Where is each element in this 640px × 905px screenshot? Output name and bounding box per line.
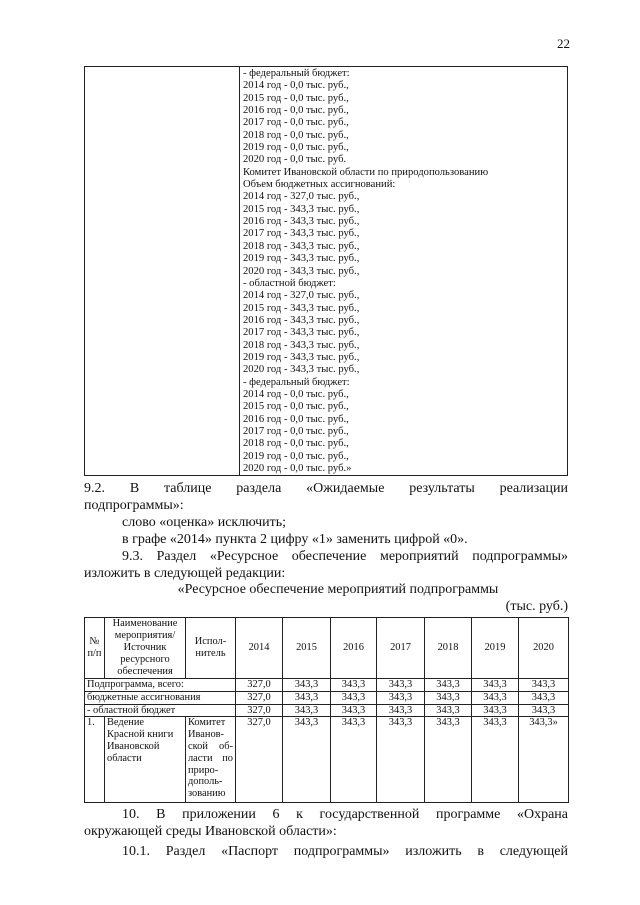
budget-line: 2019 год - 0,0 тыс. руб., [243,142,349,154]
summary-value: 327,0 [236,679,283,692]
budget-line: 2014 год - 327,0 тыс. руб., [243,290,360,302]
header-year: 2018 [425,618,472,679]
budget-line: 2015 год - 343,3 тыс. руб., [243,302,360,314]
budget-line: Объем бюджетных ассигнований: [243,179,396,191]
budget-line: 2014 год - 0,0 тыс. руб., [243,388,349,400]
resource-table-unit: (тыс. руб.) [505,599,568,614]
budget-line: 2018 год - 343,3 тыс. руб., [243,240,360,252]
page-number: 22 [557,36,570,51]
budget-continuation-table [84,66,568,476]
budget-line: 2015 год - 0,0 тыс. руб., [243,401,349,413]
budget-line: 2020 год - 0,0 тыс. руб.» [243,463,352,474]
table-row-summary [85,691,569,704]
table-right-column [243,68,563,475]
budget-line: 2018 год - 0,0 тыс. руб., [243,438,349,450]
budget-line: 2016 год - 0,0 тыс. руб., [243,413,349,425]
budget-line: 2015 год - 343,3 тыс. руб., [243,203,360,215]
summary-value: 343,3 [519,691,569,704]
budget-line: - областной бюджет: [243,277,336,289]
header-year: 2020 [519,618,569,679]
table-row-summary [85,704,569,717]
budget-line: - федеральный бюджет: [243,376,350,388]
budget-line: 2017 год - 0,0 тыс. руб., [243,117,349,129]
budget-line: 2020 год - 343,3 тыс. руб., [243,364,360,376]
item-value: 343,3 [472,717,519,803]
item-value: 343,3 [331,717,377,803]
summary-value: 343,3 [472,691,519,704]
summary-value: 343,3 [331,679,377,692]
summary-value: 343,3 [425,679,472,692]
paragraph-9-2-line2: подпрограммы»: [84,498,184,513]
header-year: 2016 [331,618,377,679]
summary-value: 327,0 [236,691,283,704]
budget-line: 2019 год - 0,0 тыс. руб., [243,450,349,462]
item-num: 1. [85,717,105,803]
summary-value: 343,3 [472,679,519,692]
summary-value: 343,3 [283,679,331,692]
budget-line: 2020 год - 343,3 тыс. руб., [243,265,360,277]
summary-value: 343,3 [283,691,331,704]
item-value: 343,3 [377,717,425,803]
paragraph-grafa-2014: в графе «2014» пункта 2 цифру «1» заменить цифрой «0». [122,532,468,547]
paragraph-9-2-line1: 9.2. В таблице раздела «Ожидаемые результаты реализации [84,481,568,496]
header-year: 2015 [283,618,331,679]
header-name: Наименование мероприятия/ Источник ресурсного обеспечения [105,618,186,679]
budget-line: 2017 год - 343,3 тыс. руб., [243,228,360,240]
table-header-row [85,618,569,679]
summary-label: бюджетные ассигнования [85,691,236,704]
budget-line: 2016 год - 0,0 тыс. руб., [243,105,349,117]
summary-value: 343,3 [519,704,569,717]
table-row-item-1 [85,717,569,803]
header-year: 2014 [236,618,283,679]
table-left-column [85,67,240,475]
summary-value: 343,3 [472,704,519,717]
resource-table-title: «Ресурсное обеспечение мероприятий подпрограммы [177,582,499,597]
budget-line: 2018 год - 0,0 тыс. руб., [243,129,349,141]
summary-value: 343,3 [425,704,472,717]
budget-line: 2016 год - 343,3 тыс. руб., [243,216,360,228]
budget-line: 2020 год - 0,0 тыс. руб. [243,154,347,166]
summary-value: 327,0 [236,704,283,717]
item-value: 343,3 [283,717,331,803]
budget-line: 2016 год - 343,3 тыс. руб., [243,314,360,326]
header-num: № п/п [85,618,105,679]
item-value: 327,0 [236,717,283,803]
paragraph-10-line2: окружающей среды Ивановской области»: [84,824,337,839]
paragraph-9-3-line2: изложить в следующей редакции: [84,566,286,581]
resource-table [84,617,569,803]
header-year: 2019 [472,618,519,679]
budget-line: 2017 год - 343,3 тыс. руб., [243,327,360,339]
header-year: 2017 [377,618,425,679]
header-executor: Испол-нитель [186,618,236,679]
budget-line: 2017 год - 0,0 тыс. руб., [243,425,349,437]
summary-value: 343,3 [425,691,472,704]
summary-label: Подпрограмма, всего: [85,679,236,692]
summary-label: - областной бюджет [85,704,236,717]
budget-line: 2014 год - 0,0 тыс. руб., [243,80,349,92]
summary-value: 343,3 [519,679,569,692]
table-row-summary [85,679,569,692]
paragraph-10-line1: 10. В приложении 6 к государственной программе «Охрана [122,807,568,822]
budget-line: 2015 год - 0,0 тыс. руб., [243,92,349,104]
budget-line: 2014 год - 327,0 тыс. руб., [243,191,360,203]
summary-value: 343,3 [377,691,425,704]
paragraph-ocenka: слово «оценка» исключить; [122,515,287,530]
budget-line: 2018 год - 343,3 тыс. руб., [243,339,360,351]
budget-line: Комитет Ивановской области по природопользованию [243,166,489,178]
summary-value: 343,3 [377,704,425,717]
paragraph-10-1-line1: 10.1. Раздел «Паспорт подпрограммы» изложить в следующей [122,844,568,859]
summary-value: 343,3 [331,691,377,704]
summary-value: 343,3 [377,679,425,692]
item-name: Ведение Красной книги Ивановской области [105,717,186,803]
summary-value: 343,3 [331,704,377,717]
paragraph-9-3-line1: 9.3. Раздел «Ресурсное обеспечение мероприятий подпрограммы» [122,549,568,564]
item-executor: Комитет Иванов-ской об-ласти по приро-дополь-зованию [186,717,236,803]
item-value: 343,3» [519,717,569,803]
budget-line: - федеральный бюджет: [243,68,350,79]
budget-line: 2019 год - 343,3 тыс. руб., [243,253,360,265]
item-value: 343,3 [425,717,472,803]
summary-value: 343,3 [283,704,331,717]
budget-line: 2019 год - 343,3 тыс. руб., [243,351,360,363]
